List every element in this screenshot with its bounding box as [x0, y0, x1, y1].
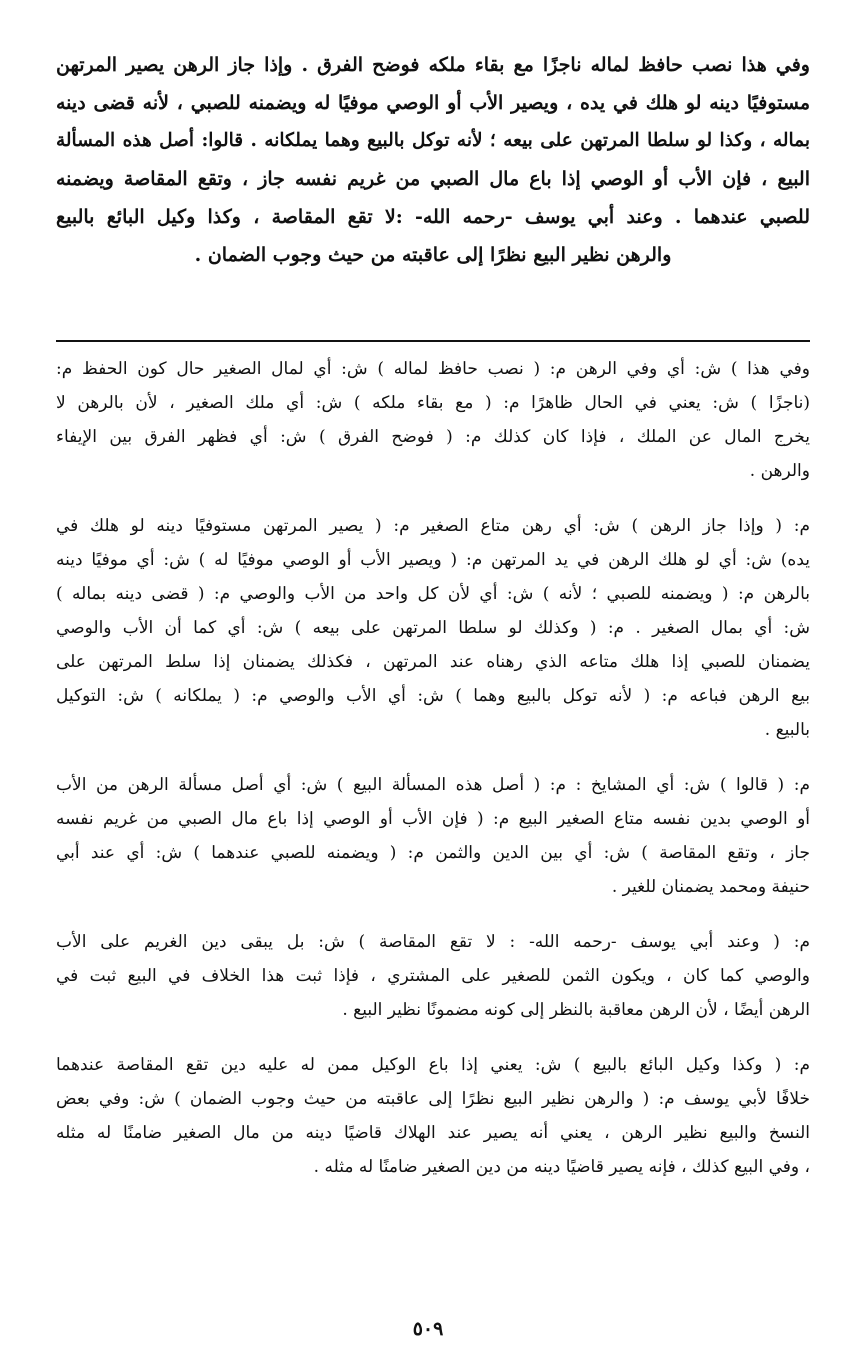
matn-line: البيع ، فإن الأب أو الوصي إذا باع مال الصبي من غريم نفسه جاز ، وتقع المقاصة ويضمنه: [56, 168, 810, 190]
sharh-paragraph: [56, 509, 810, 747]
sharh-line: خلافًا لأبي يوسف م: ( والرهن نظير البيع نظرًا إلى عاقبته من حيث وجوب الضمان ) ش: وفي بعض: [56, 1089, 810, 1109]
matn-line: مستوفيًا دينه لو هلك في يده ، ويصير الأب أو الوصي موفيًا له ويضمنه للصبي ، لأنه قضى دينه: [56, 92, 810, 114]
sharh-line: يضمنان للصبي إذا هلك متاعه الذي رهناه عند المرتهن ، فكذلك يضمنان إذا سلط المرتهن على: [56, 652, 810, 672]
sharh-line: حنيفة ومحمد يضمنان للغير .: [611, 877, 810, 897]
sharh-commentary-block: [56, 352, 810, 1205]
sharh-paragraph: [56, 925, 810, 1027]
sharh-line: النسخ والبيع نظير الرهن ، يعني أنه يصير عند الهلاك قاضيًا دينه من مال الصغير ضامنًا له مثله: [56, 1123, 810, 1143]
sharh-line: وفي هذا ) ش: أي وفي الرهن م: ( نصب حافظ لماله ) ش: أي لمال الصغير حال كون الحفظ م:: [56, 359, 810, 379]
matn-text-block: [56, 46, 810, 274]
separator-rule: [56, 340, 810, 342]
sharh-line: جاز ، وتقع المقاصة ) ش: أي بين الدين والثمن م: ( ويضمنه للصبي عندهما ) ش: أي عند أبي: [56, 843, 810, 863]
sharh-paragraph: [56, 352, 810, 488]
matn-line: والرهن نظير البيع نظرًا إلى عاقبته من حيث وجوب الضمان .: [194, 244, 672, 266]
matn-line: للصبي عندهما . وعند أبي يوسف -رحمه الله- :لا تقع المقاصة ، وكذا وكيل البائع بالبيع: [56, 206, 810, 228]
sharh-line: ، وفي البيع كذلك ، فإنه يصير قاضيًا دينه من دين الصغير ضامنًا له مثله .: [313, 1157, 810, 1177]
sharh-line: م: ( وكذا وكيل البائع بالبيع ) ش: يعني إذا باع الوكيل ممن له عليه دين تقع المقاصة عندهما: [56, 1055, 810, 1075]
sharh-line: يده) ش: أي لو هلك الرهن في يد المرتهن م: ( ويصير الأب أو الوصي موفيًا له ) ش: أي موفيًا دينه: [56, 550, 810, 570]
sharh-line: بالبيع .: [764, 720, 810, 740]
sharh-line: أو الوصي بدين نفسه متاع الصغير البيع م: ( فإن الأب أو الوصي إذا باع مال الصبي من غريم نفسه: [56, 809, 810, 829]
sharh-line: بيع الرهن فباعه م: ( لأنه توكل بالبيع وهما ) ش: أي الأب والوصي م: ( يملكانه ) ش: التوكيل: [56, 686, 810, 706]
sharh-line: ش: أي بمال الصغير . م: ( وكذلك لو سلطا المرتهن على بيعه ) ش: أي كما أن الأب والوصي: [56, 618, 810, 638]
sharh-line: (ناجزًا ) ش: يعني في الحال ظاهرًا م: ( مع بقاء ملكه ) ش: أي ملك الصغير ، لأن بالرهن لا: [56, 393, 810, 413]
sharh-line: والوصي كما كان ، ويكون الثمن للصغير على المشتري ، فإذا ثبت هذا الخلاف في البيع ثبت في: [56, 966, 810, 986]
sharh-paragraph: [56, 1048, 810, 1184]
matn-line: وفي هذا نصب حافظ لماله ناجزًا مع بقاء ملكه فوضح الفرق . وإذا جاز الرهن يصير المرتهن: [56, 54, 810, 76]
sharh-paragraph: [56, 768, 810, 904]
matn-line: بماله ، وكذا لو سلطا المرتهن على بيعه ؛ لأنه توكل بالبيع وهما يملكانه . قالوا: أصل هذه المسألة: [56, 130, 810, 151]
sharh-line: الرهن أيضًا ، لأن الرهن معاقبة بالنظر إلى كونه مضمونًا نظير البيع .: [342, 1000, 810, 1020]
sharh-line: م: ( قالوا ) ش: أي المشايخ : م: ( أصل هذه المسألة البيع ) ش: أي أصل مسألة الرهن من الأب: [56, 775, 810, 795]
sharh-line: يخرج المال عن الملك ، فإذا كان كذلك م: ( فوضح الفرق ) ش: أي فظهر الفرق بين الإيفاء: [56, 427, 810, 447]
sharh-line: والرهن .: [749, 461, 810, 481]
sharh-line: م: ( وإذا جاز الرهن ) ش: أي رهن متاع الصغير م: ( يصير المرتهن مستوفيًا دينه لو هلك في: [56, 516, 810, 536]
page-number: ٥٠٩: [412, 1318, 444, 1340]
sharh-line: بالرهن م: ( ويضمنه للصبي ؛ لأنه ) ش: أي لأن كل واحد من الأب والوصي م: ( قضى دينه بماله ): [56, 584, 810, 604]
sharh-line: م: ( وعند أبي يوسف -رحمه الله- : لا تقع المقاصة ) ش: بل يبقى دين الغريم على الأب: [56, 932, 810, 952]
